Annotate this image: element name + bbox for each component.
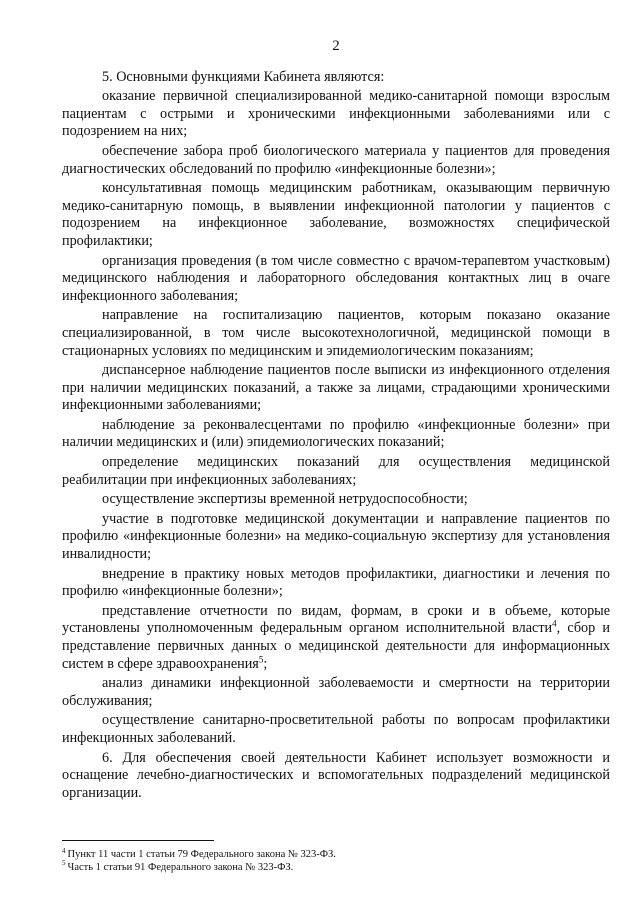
function-item: консультативная помощь медицинским работникам, оказывающим первичную медико-санитарную помощь, в выявлении инфекционной патологии у пациентов с подозрением на инфекционное заболевание, возможностях специфической профилактики; — [62, 180, 610, 249]
footnote-divider — [62, 840, 214, 841]
function-item: оказание первичной специализированной медико-санитарной помощи взрослым пациентам с острыми и хроническими инфекционными заболеваниями или с подозрением на них; — [62, 88, 610, 140]
function-item: анализ динамики инфекционной заболеваемости и смертности на территории обслуживания; — [62, 675, 610, 709]
footnote-ref-5: 5 — [258, 653, 264, 664]
function-item: осуществление санитарно-просветительной работы по вопросам профилактики инфекционных заболеваний. — [62, 712, 610, 746]
footnote-5 — [62, 859, 610, 875]
footnote-4 — [62, 846, 610, 862]
document-page — [62, 38, 610, 804]
function-item: участие в подготовке медицинской документации и направление пациентов по профилю «инфекционные болезни» на медико-социальную экспертизу для установления инвалидности; — [62, 510, 610, 563]
footnotes — [62, 846, 610, 874]
section-6-paragraph: 6. Для обеспечения своей деятельности Кабинет использует возможности и оснащение лечебно-диагностических и вспомогательных подразделений медицинской организации. — [62, 749, 610, 801]
footnote-text: Пункт 11 части 1 статьи 79 Федерального закона № 323-ФЗ. — [67, 849, 336, 860]
reporting-text: представление отчетности по видам, формам, в сроки и в объеме, которые установлены уполномоченным федеральным органом исполнительной власти — [62, 602, 610, 637]
function-item: определение медицинских показаний для осуществления медицинской реабилитации при инфекционных заболеваниях; — [62, 454, 610, 488]
function-item: диспансерное наблюдение пациентов после выписки из инфекционного отделения при наличии медицинских показаний, а также за лицами, страдающими хроническими инфекционными заболеваниями; — [62, 362, 610, 414]
reporting-text-cont: , сбор и представление первичных данных о медицинской деятельности для информационных систем в сфере здравоохранения — [62, 620, 610, 672]
reporting-text-end: ; — [263, 655, 268, 672]
function-item-reporting — [62, 603, 610, 673]
function-item: обеспечение забора проб биологического материала у пациентов для проведения диагностических обследований по профилю «инфекционные болезни»; — [62, 142, 610, 177]
section-5-heading: 5. Основными функциями Кабинета являются: — [102, 68, 385, 85]
function-item: осуществление экспертизы временной нетрудоспособности; — [102, 491, 468, 508]
footnote-ref-4: 4 — [552, 618, 557, 629]
function-item: организация проведения (в том числе совместно с врачом-терапевтом участковым) медицинского наблюдения и лабораторного обследования контактных лиц в очаге инфекционного заболевания; — [62, 252, 610, 304]
footnote-mark: 5 — [62, 859, 66, 867]
function-item: внедрение в практику новых методов профилактики, диагностики и лечения по профилю «инфекционные болезни»; — [62, 565, 610, 600]
page-number: 2 — [332, 38, 340, 54]
function-item: наблюдение за реконвалесцентами по профилю «инфекционные болезни» при наличии медицинских и (или) эпидемиологических показаний; — [62, 416, 610, 451]
footnote-mark: 4 — [62, 846, 66, 855]
footnote-text: Часть 1 статьи 91 Федерального закона № 323-ФЗ. — [67, 861, 294, 873]
function-item: направление на госпитализацию пациентов, которым показано оказание специализированной, в том числе высокотехнологичной, медицинской помощи в стационарных условиях по медицинским и эпидемиологическим показаниям; — [62, 307, 610, 359]
